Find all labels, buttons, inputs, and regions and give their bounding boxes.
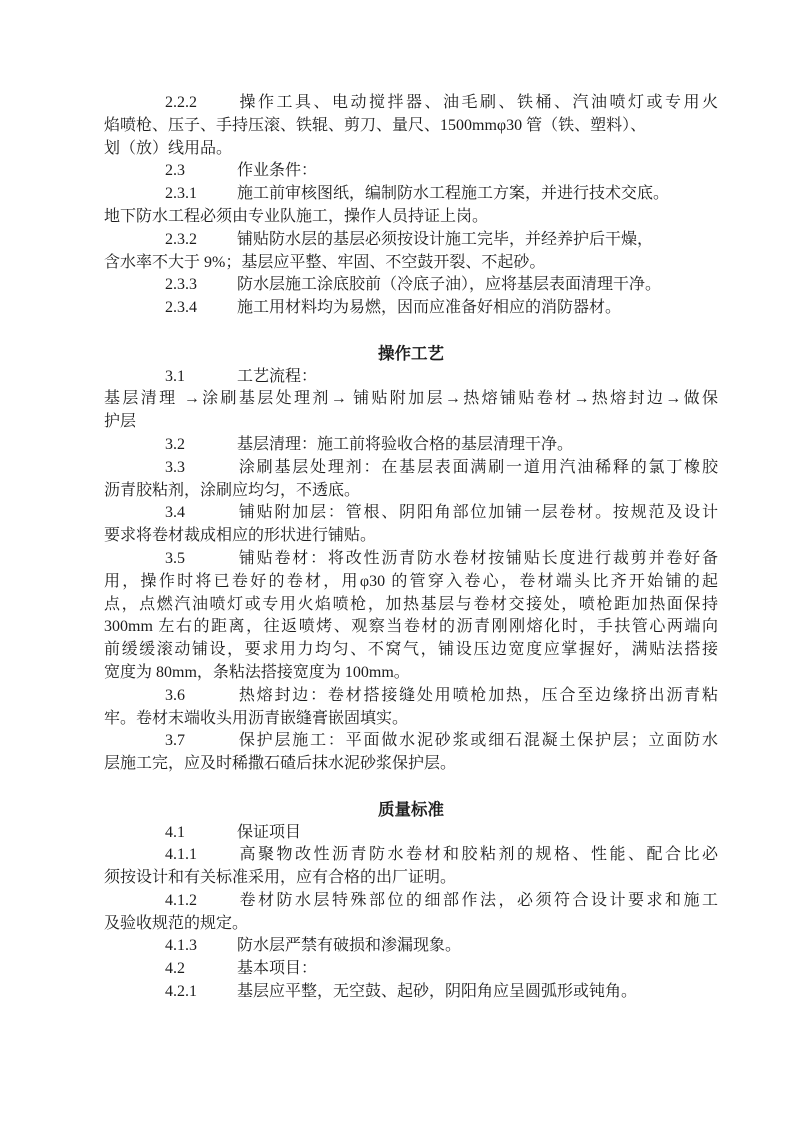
text-line: [104, 274, 718, 297]
clause-text: 铺贴卷材：将改性沥青防水卷材按铺贴长度进行裁剪并卷好备: [237, 549, 718, 567]
clause-number: 4.1.2: [165, 891, 197, 909]
section-heading: 操作工艺: [378, 343, 444, 363]
clause-number: 3.7: [165, 732, 185, 750]
text-line: [104, 160, 718, 183]
clause-number: 3.5: [165, 549, 185, 567]
paragraph: [104, 822, 718, 845]
clause-number: 2.3.2: [165, 230, 197, 248]
text-line: [104, 434, 718, 457]
text-line: 用，操作时将已卷好的卷材，用φ30 的管穿入卷心，卷材端头比齐开始铺的起: [104, 572, 718, 590]
clause-text: 作业条件：: [237, 162, 318, 180]
text-line: 须按设计和有关标准采用，应有合格的出厂证明。: [104, 869, 457, 887]
text-line: [104, 844, 718, 867]
clause-number: 3.1: [165, 367, 185, 385]
clause-text: 操作工具、电动搅拌器、油毛刷、铁桶、汽油喷灯或专用火: [237, 94, 718, 111]
clause-number: 4.1.1: [165, 846, 197, 864]
text-line: [104, 822, 718, 845]
clause-number: 4.2.1: [165, 983, 197, 1001]
text-line: [104, 548, 718, 571]
text-line: [104, 229, 718, 252]
paragraph: [104, 388, 718, 434]
clause-text: 施工用材料均为易燃，因而应准备好相应的消防器材。: [237, 299, 622, 317]
clause-number: 3.4: [165, 504, 185, 522]
paragraph: [104, 183, 718, 229]
text-line: 300mm 左右的距离，往返喷烤、观察当卷材的沥青刚刚熔化时，手扶管心两端向: [104, 618, 718, 636]
text-line: 层施工完，应及时稀撒石碴后抹水泥砂浆保护层。: [104, 755, 457, 773]
text-line: [104, 935, 718, 958]
clause-text: 铺贴防水层的基层必须按设计施工完毕，并经养护后干燥，: [237, 230, 654, 248]
clause-text: 热熔封边：卷材搭接缝处用喷枪加热，压合至边缘挤出沥青粘: [237, 686, 718, 704]
clause-number: 2.2.2: [165, 94, 197, 111]
paragraph: [104, 92, 718, 160]
paragraph: [104, 297, 718, 320]
clause-text: 卷材防水层特殊部位的细部作法，必须符合设计要求和施工: [237, 891, 718, 909]
text-line: 含水率不大于 9%；基层应平整、牢固、不空鼓开裂、不起砂。: [104, 253, 546, 271]
clause-text: 保证项目: [237, 823, 302, 841]
paragraph: [104, 274, 718, 297]
paragraph: [104, 160, 718, 183]
text-line: 护层: [104, 413, 137, 431]
paragraph: [104, 844, 718, 890]
text-line: 焰喷枪、压子、手持压滚、铁辊、剪刀、量尺、1500mmφ30 管（铁、塑料）、: [104, 116, 647, 134]
paragraph: [104, 981, 718, 1004]
clause-text: 铺贴附加层：管根、阴阳角部位加铺一层卷材。按规范及设计: [237, 504, 718, 522]
text-line: 划（放）线用品。: [104, 139, 233, 157]
clause-text: 防水层严禁有破损和渗漏现象。: [237, 937, 462, 955]
paragraph: [104, 434, 718, 457]
text-line: 基层清理 →涂刷基层处理剂→ 铺贴附加层→热熔铺贴卷材→热熔封边→做保: [104, 390, 718, 408]
text-line: [104, 457, 718, 480]
text-line: 沥青胶粘剂，涂刷应均匀，不透底。: [104, 481, 361, 499]
text-line: [104, 92, 718, 115]
text-line: 要求将卷材裁成相应的形状进行铺贴。: [104, 527, 377, 545]
text-line: [104, 502, 718, 525]
clause-text: 防水层施工涂底胶前（冷底子油），应将基层表面清理干净。: [237, 276, 662, 294]
clause-number: 2.3.4: [165, 299, 197, 317]
paragraph: [104, 548, 718, 685]
clause-text: 涂刷基层处理剂：在基层表面满刷一道用汽油稀释的氯丁橡胶: [237, 458, 718, 476]
text-line: [104, 730, 718, 753]
clause-text: 施工前审核图纸，编制防水工程施工方案，并进行技术交底。: [237, 185, 670, 203]
clause-text: 高聚物改性沥青防水卷材和胶粘剂的规格、性能、配合比必: [237, 846, 718, 864]
paragraph: [104, 730, 718, 776]
document-body: [104, 92, 718, 1004]
clause-text: 工艺流程：: [237, 367, 318, 385]
clause-number: 3.6: [165, 686, 185, 704]
clause-text: 基层应平整，无空鼓、起砂，阴阳角应呈圆弧形或钝角。: [237, 983, 638, 1001]
paragraph: [104, 502, 718, 548]
paragraph: [104, 457, 718, 503]
clause-number: 2.3.3: [165, 276, 197, 294]
paragraph: [104, 366, 718, 389]
text-line: 及验收规范的规定。: [104, 914, 249, 932]
clause-number: 4.1: [165, 823, 185, 841]
text-line: 地下防水工程必须由专业队施工，操作人员持证上岗。: [104, 207, 489, 225]
paragraph: [104, 958, 718, 981]
text-line: 前缓缓滚动铺设，要求用力均匀、不窝气，铺设压边宽度应掌握好，满贴法搭接: [104, 641, 718, 659]
text-line: 点，点燃汽油喷灯或专用火焰喷枪，加热基层与卷材交接处，喷枪距加热面保持: [104, 595, 718, 613]
clause-number: 2.3: [165, 162, 185, 180]
section-heading: 质量标准: [378, 799, 444, 819]
text-line: [104, 958, 718, 981]
text-line: [104, 183, 718, 206]
clause-number: 3.3: [165, 458, 185, 476]
clause-number: 4.1.3: [165, 937, 197, 955]
text-line: [104, 890, 718, 913]
clause-text: 保护层施工：平面做水泥砂浆或细石混凝土保护层；立面防水: [237, 732, 718, 750]
paragraph: [104, 229, 718, 275]
paragraph: [104, 935, 718, 958]
paragraph: [104, 890, 718, 936]
text-line: 宽度为 80mm，条粘法搭接宽度为 100mm。: [104, 663, 410, 681]
paragraph: [104, 685, 718, 731]
text-line: [104, 685, 718, 708]
text-line: [104, 981, 718, 1004]
clause-text: 基本项目：: [237, 960, 318, 978]
text-line: [104, 366, 718, 389]
text-line: 牢。卷材末端收头用沥青嵌缝膏嵌固填实。: [104, 709, 409, 727]
text-line: [104, 297, 718, 320]
clause-number: 3.2: [165, 435, 185, 453]
clause-text: 基层清理：施工前将验收合格的基层清理干净。: [237, 435, 574, 453]
clause-number: 4.2: [165, 960, 185, 978]
clause-number: 2.3.1: [165, 185, 197, 203]
